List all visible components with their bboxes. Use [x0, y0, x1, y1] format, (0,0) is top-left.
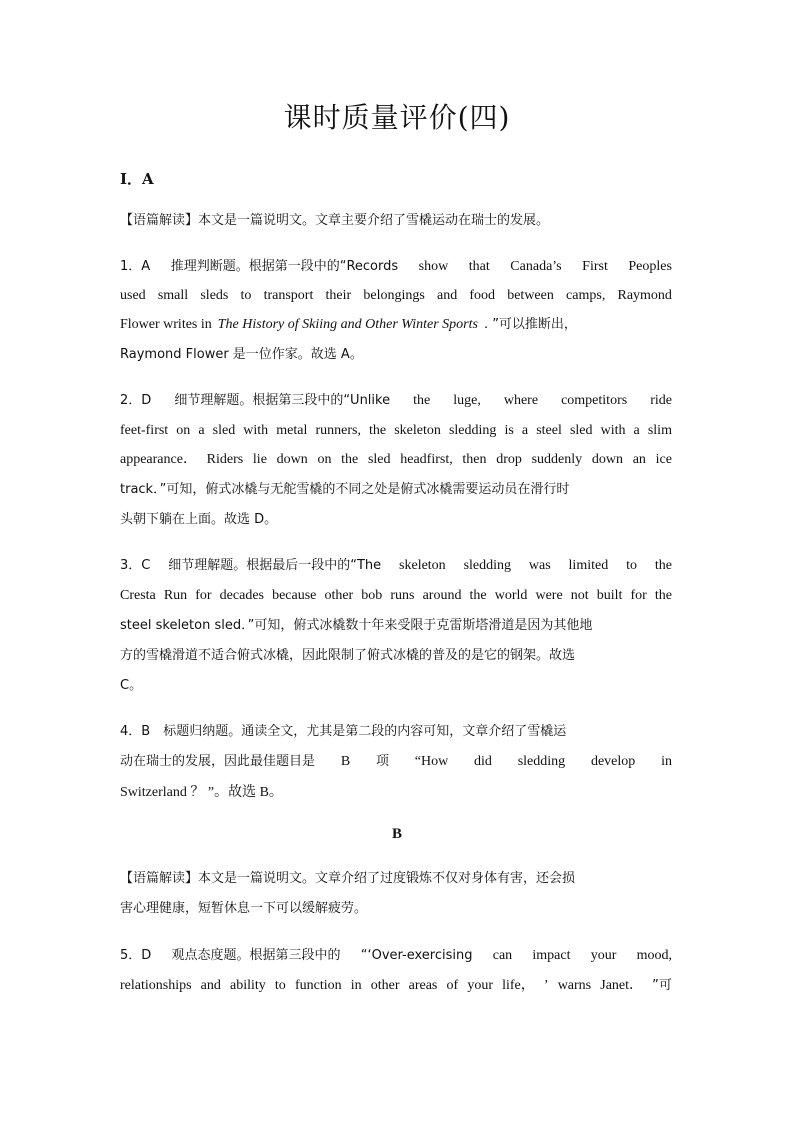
text-run: 害心理健康，短暂休息一下可以缓解疲劳。 [120, 901, 368, 916]
text-run: 头朝下躺在上面。故选 D。 [120, 512, 278, 527]
word: ’ [543, 978, 549, 993]
book-title: The History of Skiing and Other Winter Sports [217, 317, 478, 332]
word: of [446, 978, 459, 993]
word: 3．C [120, 558, 151, 573]
q2-line-2 [120, 420, 672, 442]
word: the [341, 452, 359, 467]
section-b-heading: B [391, 826, 402, 842]
word: other [324, 588, 354, 603]
word: runs [390, 588, 415, 603]
word: to [274, 978, 286, 993]
word: and [200, 978, 221, 993]
word: suddenly [531, 452, 583, 467]
word: Janet． [600, 978, 644, 993]
word: luge, [453, 393, 481, 408]
word: with [243, 423, 269, 438]
word: the [654, 558, 672, 573]
word: that [468, 259, 490, 274]
word: and [436, 288, 458, 303]
q2-line-5 [120, 509, 672, 531]
word: other [370, 978, 400, 993]
q1-line-4 [120, 344, 672, 366]
word: areas [408, 978, 438, 993]
text-run: steel skeleton sled．”可知，俯式冰橇数十年来受限于克雷斯塔滑道是因为其他地 [120, 618, 593, 633]
word: lie [252, 452, 267, 467]
word: your [590, 948, 617, 963]
word: feet-first [120, 423, 169, 438]
word: appearance． [120, 452, 197, 467]
word: to [240, 288, 252, 303]
q3-line-3 [120, 615, 672, 637]
word: sled [212, 423, 236, 438]
word: 动在瑞士的发展，因此最佳题目是 [120, 754, 316, 769]
word: function [294, 978, 342, 993]
word: small [157, 288, 189, 303]
word: belongings [363, 288, 425, 303]
word: in [350, 978, 362, 993]
word: the [369, 423, 387, 438]
word: bob [361, 588, 383, 603]
word: world [494, 588, 528, 603]
text-run: track．”可知，俯式冰橇与无舵雪橇的不同之处是俯式冰橇需要运动员在滑行时 [120, 482, 570, 497]
word: used [120, 288, 146, 303]
word: warns [557, 978, 592, 993]
word: drop [496, 452, 522, 467]
word: Raymond [617, 288, 672, 303]
word: for [195, 588, 212, 603]
q1-line-2 [120, 285, 672, 307]
section-a-intro [120, 210, 672, 232]
word: was [528, 558, 551, 573]
word: B [340, 754, 351, 769]
word: sledding [463, 558, 512, 573]
word: a [633, 423, 640, 438]
word: Riders [206, 452, 244, 467]
word: food [469, 288, 496, 303]
word: where [503, 393, 539, 408]
q1-line-1 [120, 256, 672, 278]
q3-line-5 [120, 675, 672, 697]
q3-line-2 [120, 585, 672, 607]
word: your [467, 978, 493, 993]
text-run: 4．B 标题归纳题。通读全文，尤其是第二段的内容可知，文章介绍了雪橇运 [120, 724, 567, 739]
word: mood, [636, 948, 672, 963]
word: “How [414, 754, 449, 769]
q5-line-2 [120, 975, 672, 997]
word: transport [263, 288, 314, 303]
word: show [418, 259, 449, 274]
word: runners, [315, 423, 361, 438]
word: 5．D [120, 948, 152, 963]
word: competitors [561, 393, 628, 408]
q4-line-2 [120, 751, 672, 773]
word: ride [650, 393, 672, 408]
word: steel [536, 423, 562, 438]
word: Run [163, 588, 188, 603]
word: ability [230, 978, 266, 993]
word: in [661, 754, 672, 769]
word: between [507, 288, 554, 303]
word: life， [502, 978, 535, 993]
word: the [413, 393, 431, 408]
word: metal [276, 423, 308, 438]
word: Cresta [120, 588, 156, 603]
word: limited [568, 558, 609, 573]
text-run: . ”可以推断出， [483, 317, 577, 332]
word: slim [647, 423, 672, 438]
q5-line-1 [120, 945, 672, 967]
word: 观点态度题。根据第三段中的 [171, 948, 341, 963]
word: on [317, 452, 332, 467]
section-b-intro-line-2 [120, 898, 672, 920]
word: 细节理解题。根据最后一段中的“The [168, 558, 382, 573]
word: to [626, 558, 637, 573]
text-run: Switzerland ？ ”。故选 B。 [120, 785, 283, 800]
word: headfirst, [400, 452, 453, 467]
word: impact [532, 948, 571, 963]
text-run: C。 [120, 678, 143, 693]
q2-line-4 [120, 479, 672, 501]
q1-line-3 [120, 314, 672, 336]
word: First [582, 259, 608, 274]
word: the [654, 588, 672, 603]
word: 推理判断题。根据第一段中的“Records [170, 259, 399, 274]
intro-text: 【语篇解读】本文是一篇说明文。文章主要介绍了雪橇运动在瑞士的发展。 [120, 213, 550, 228]
text-run: 方的雪橇滑道不适合俯式冰橇，因此限制了俯式冰橇的普及的是它的钢架。故选 [120, 648, 576, 663]
word: relationships [120, 978, 192, 993]
word: sledding [448, 423, 497, 438]
section-b-intro-line-1 [120, 868, 672, 890]
word: sledding [517, 754, 566, 769]
word: develop [590, 754, 636, 769]
word: with [600, 423, 626, 438]
word: down [276, 452, 308, 467]
text-run: Raymond Flower 是一位作家。故选 A。 [120, 347, 363, 362]
word: were [535, 588, 563, 603]
word: is [504, 423, 514, 438]
word: 项 [375, 754, 389, 769]
word: skeleton [394, 423, 441, 438]
word: skeleton [399, 558, 446, 573]
text-run: 【语篇解读】本文是一篇说明文。文章介绍了过度锻炼不仅对身体有害，还会损 [120, 871, 576, 886]
q4-line-3 [120, 782, 672, 804]
word: “‘Over-exercising [360, 948, 473, 963]
word: then [462, 452, 487, 467]
text-run: Flower writes in [120, 317, 212, 332]
word: a [521, 423, 529, 438]
word: camps, [566, 288, 606, 303]
word: 2．D [120, 393, 152, 408]
word: sled [367, 452, 391, 467]
word: sleds [200, 288, 229, 303]
word: sled [569, 423, 593, 438]
word: Canada’s [510, 259, 562, 274]
word: on [176, 423, 191, 438]
q4-line-1 [120, 721, 672, 743]
word: ”可 [652, 978, 672, 993]
word: 细节理解题。根据第三段中的“Unlike [174, 393, 391, 408]
word: the [469, 588, 487, 603]
section-a-heading: Ⅰ．A [120, 170, 154, 188]
q3-line-4 [120, 645, 672, 667]
q3-line-1 [120, 555, 672, 577]
word: ice [655, 452, 672, 467]
word: down [591, 452, 623, 467]
word: did [474, 754, 492, 769]
word: because [272, 588, 317, 603]
word: an [632, 452, 646, 467]
word: for [630, 588, 647, 603]
word: decades [219, 588, 264, 603]
page-title: 课时质量评价(四) [283, 101, 511, 134]
word: around [422, 588, 462, 603]
word: built [596, 588, 623, 603]
q2-line-3 [120, 449, 672, 471]
word: 1．A [120, 259, 151, 274]
q2-line-1 [120, 390, 672, 412]
word: can [492, 948, 513, 963]
word: Peoples [628, 259, 672, 274]
word: their [325, 288, 352, 303]
word: a [198, 423, 205, 438]
word: not [570, 588, 589, 603]
